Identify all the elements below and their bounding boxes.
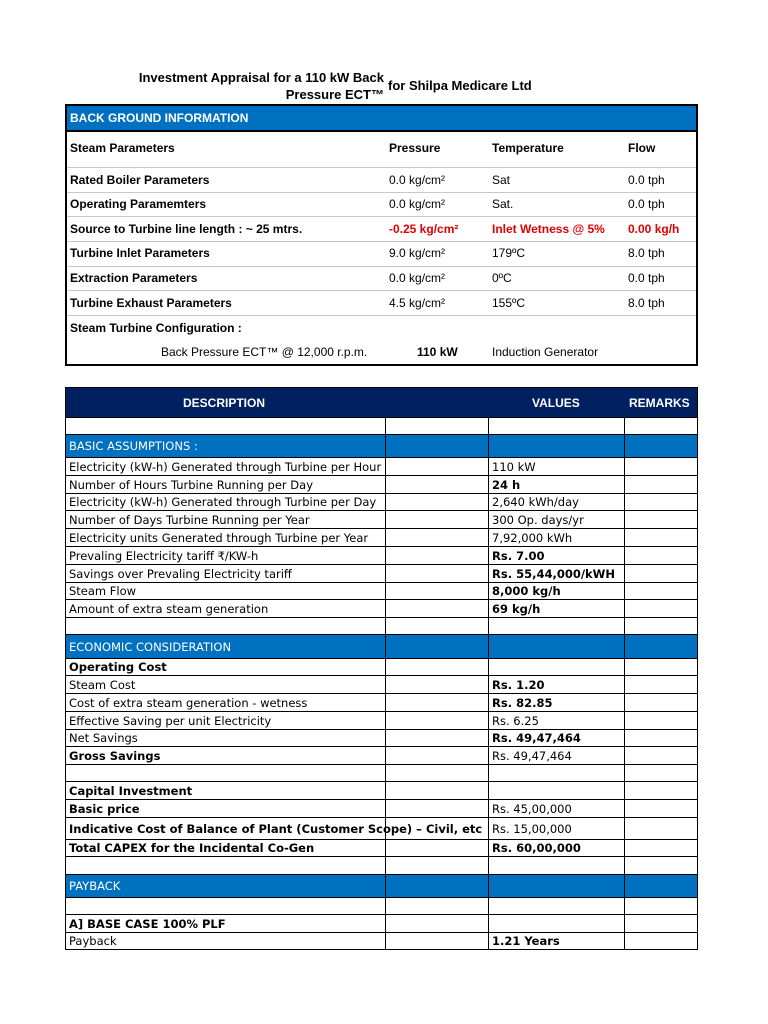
bg-row-configuration-detail — [67, 340, 696, 364]
row-label: Number of Hours Turbine Running per Day — [65, 476, 386, 494]
row-value: Rs. 60,00,000 — [489, 840, 625, 857]
bg-row-temperature: 155ºC — [492, 296, 526, 310]
bg-row-turbine-inlet — [67, 241, 696, 265]
remark-cell — [625, 511, 698, 529]
blank-cell — [386, 618, 489, 635]
section-cell — [625, 435, 698, 458]
bg-row-label: Turbine Inlet Parameters — [70, 246, 210, 260]
blank-cell — [489, 782, 625, 800]
blank-cell — [65, 418, 386, 435]
blank-cell — [386, 583, 489, 600]
section-cell — [386, 875, 489, 898]
col-pressure: Pressure — [389, 141, 441, 155]
remark-cell — [625, 730, 698, 747]
row-label: Savings over Prevaling Electricity tariff — [65, 565, 386, 583]
blank-cell — [386, 800, 489, 818]
table-row — [65, 458, 698, 476]
col-flow: Flow — [628, 141, 656, 155]
row-value: 69 kg/h — [489, 600, 625, 618]
table-row — [65, 800, 698, 818]
blank-cell — [386, 547, 489, 565]
blank-cell — [489, 857, 625, 875]
sheet-header-row — [65, 387, 698, 418]
table-row — [65, 583, 698, 600]
bg-row-flow: 0.0 tph — [628, 173, 665, 187]
bg-row-temperature: 179ºC — [492, 246, 526, 260]
bg-row-temperature: Sat. — [492, 197, 514, 211]
blank-cell — [386, 565, 489, 583]
blank-row — [65, 418, 698, 435]
table-row — [65, 694, 698, 712]
report-title-line2: Pressure ECT™ — [285, 87, 384, 102]
row-value: Rs. 55,44,000/kWH — [489, 565, 625, 583]
blank-cell — [625, 418, 698, 435]
blank-cell — [386, 818, 489, 840]
remark-cell — [625, 583, 698, 600]
blank-cell — [386, 857, 489, 875]
row-value: 110 kW — [489, 458, 625, 476]
table-row — [65, 659, 698, 676]
row-label: Gross Savings — [65, 747, 386, 765]
bg-row-temperature: 0ºC — [492, 271, 512, 285]
report-title — [100, 69, 384, 103]
bg-row-pressure: 0.0 kg/cm² — [389, 271, 446, 285]
blank-cell — [386, 458, 489, 476]
section-cell — [489, 635, 625, 659]
blank-row — [65, 898, 698, 915]
section-economic-consideration — [65, 635, 698, 659]
header-values: VALUES — [532, 396, 580, 410]
row-label: Steam Flow — [65, 583, 386, 600]
blank-row — [65, 857, 698, 875]
blank-cell — [386, 765, 489, 782]
table-row — [65, 529, 698, 547]
section-title: PAYBACK — [65, 875, 386, 898]
remark-cell — [625, 458, 698, 476]
row-label: Operating Cost — [65, 659, 386, 676]
section-cell — [489, 435, 625, 458]
remark-cell — [625, 565, 698, 583]
header-remarks: REMARKS — [629, 396, 690, 410]
blank-cell — [65, 857, 386, 875]
blank-row — [65, 618, 698, 635]
table-row — [65, 511, 698, 529]
bg-row-temperature: Sat — [492, 173, 511, 187]
bg-row-label: Turbine Exhaust Parameters — [70, 296, 232, 310]
blank-row — [65, 765, 698, 782]
blank-cell — [489, 618, 625, 635]
row-label: A] BASE CASE 100% PLF — [65, 915, 386, 933]
bg-row-flow: 0.0 tph — [628, 197, 665, 211]
row-label: Indicative Cost of Balance of Plant (Customer Scope) – Civil, etc — [65, 818, 386, 840]
bg-row-turbine-exhaust — [67, 291, 696, 315]
company-name: for Shilpa Medicare Ltd — [388, 78, 532, 93]
remark-cell — [625, 800, 698, 818]
remark-cell — [625, 915, 698, 933]
blank-cell — [489, 659, 625, 676]
row-value: 7,92,000 kWh — [489, 529, 625, 547]
section-cell — [625, 875, 698, 898]
row-label: Net Savings — [65, 730, 386, 747]
bg-row-flow: 8.0 tph — [628, 246, 665, 260]
blank-cell — [489, 418, 625, 435]
row-label: Electricity units Generated through Turbine per Year — [65, 529, 386, 547]
row-value: 1.21 Years — [489, 933, 625, 950]
table-row — [65, 547, 698, 565]
background-columns-row — [67, 136, 696, 160]
blank-cell — [386, 712, 489, 730]
row-value: Rs. 6.25 — [489, 712, 625, 730]
bg-row-flow: 0.0 tph — [628, 271, 665, 285]
remark-cell — [625, 676, 698, 694]
col-steam-parameters: Steam Parameters — [70, 141, 175, 155]
table-row — [65, 747, 698, 765]
bg-row-label: Operating Paramemters — [70, 197, 207, 211]
config-power: 110 kW — [417, 345, 458, 359]
header-description: DESCRIPTION — [183, 396, 266, 410]
remark-cell — [625, 933, 698, 950]
remark-cell — [625, 818, 698, 840]
row-value: 300 Op. days/yr — [489, 511, 625, 529]
section-cell — [386, 635, 489, 659]
row-value: 2,640 kWh/day — [489, 494, 625, 511]
bg-row-label: Source to Turbine line length : ~ 25 mtrs. — [70, 222, 303, 236]
section-basic-assumptions — [65, 435, 698, 458]
section-cell — [489, 875, 625, 898]
row-value: Rs. 15,00,000 — [489, 818, 625, 840]
remark-cell — [625, 712, 698, 730]
bg-row-pressure: 0.0 kg/cm² — [389, 197, 446, 211]
blank-cell — [386, 494, 489, 511]
config-label: Steam Turbine Configuration : — [70, 321, 242, 335]
remark-cell — [625, 547, 698, 565]
bg-row-pressure: -0.25 kg/cm² — [389, 222, 459, 236]
remark-cell — [625, 747, 698, 765]
section-title: BASIC ASSUMPTIONS : — [65, 435, 386, 458]
table-row — [65, 476, 698, 494]
row-value: 8,000 kg/h — [489, 583, 625, 600]
remark-cell — [625, 494, 698, 511]
row-label: Cost of extra steam generation - wetness — [65, 694, 386, 712]
blank-cell — [386, 915, 489, 933]
config-description: Back Pressure ECT™ @ 12,000 r.p.m. — [161, 345, 368, 359]
table-row — [65, 565, 698, 583]
row-value: Rs. 82.85 — [489, 694, 625, 712]
blank-cell — [625, 618, 698, 635]
row-label: Capital Investment — [65, 782, 386, 800]
blank-cell — [386, 694, 489, 712]
row-value: Rs. 49,47,464 — [489, 730, 625, 747]
table-row — [65, 818, 698, 840]
bg-row-temperature: Inlet Wetness @ 5% — [492, 222, 605, 236]
blank-cell — [386, 747, 489, 765]
bg-row-label: Extraction Parameters — [70, 271, 198, 285]
row-value: Rs. 7.00 — [489, 547, 625, 565]
col-temperature: Temperature — [492, 141, 564, 155]
table-row — [65, 915, 698, 933]
row-label: Prevaling Electricity tariff ₹/KW-h — [65, 547, 386, 565]
row-value: Rs. 49,47,464 — [489, 747, 625, 765]
config-generator: Induction Generator — [492, 345, 599, 359]
bg-row-pressure: 4.5 kg/cm² — [389, 296, 446, 310]
bg-row-pressure: 0.0 kg/cm² — [389, 173, 446, 187]
blank-cell — [386, 840, 489, 857]
row-label: Steam Cost — [65, 676, 386, 694]
bg-row-flow: 0.00 kg/h — [628, 222, 680, 236]
blank-cell — [625, 765, 698, 782]
table-row — [65, 712, 698, 730]
section-cell — [386, 435, 489, 458]
table-row — [65, 600, 698, 618]
blank-cell — [489, 915, 625, 933]
row-label: Basic price — [65, 800, 386, 818]
background-info-header: BACK GROUND INFORMATION — [67, 106, 696, 132]
remark-cell — [625, 659, 698, 676]
table-row — [65, 933, 698, 950]
bg-row-pressure: 9.0 kg/cm² — [389, 246, 446, 260]
section-title: ECONOMIC CONSIDERATION — [65, 635, 386, 659]
row-label: Total CAPEX for the Incidental Co-Gen — [65, 840, 386, 857]
remark-cell — [625, 600, 698, 618]
blank-cell — [489, 898, 625, 915]
blank-cell — [386, 676, 489, 694]
table-row — [65, 782, 698, 800]
blank-cell — [65, 618, 386, 635]
remark-cell — [625, 694, 698, 712]
blank-cell — [65, 765, 386, 782]
blank-cell — [625, 898, 698, 915]
bg-row-flow: 8.0 tph — [628, 296, 665, 310]
bg-row-rated-boiler — [67, 168, 696, 192]
row-value: Rs. 45,00,000 — [489, 800, 625, 818]
remark-cell — [625, 476, 698, 494]
row-value: Rs. 1.20 — [489, 676, 625, 694]
blank-cell — [386, 782, 489, 800]
remark-cell — [625, 529, 698, 547]
bg-row-label: Rated Boiler Parameters — [70, 173, 210, 187]
blank-cell — [386, 476, 489, 494]
bg-row-operating — [67, 192, 696, 216]
section-cell — [625, 635, 698, 659]
table-row — [65, 840, 698, 857]
blank-cell — [386, 600, 489, 618]
row-label: Electricity (kW-h) Generated through Turbine per Day — [65, 494, 386, 511]
background-info-table — [65, 104, 698, 366]
row-label: Electricity (kW-h) Generated through Turbine per Hour — [65, 458, 386, 476]
blank-cell — [625, 857, 698, 875]
row-label: Number of Days Turbine Running per Year — [65, 511, 386, 529]
blank-cell — [386, 730, 489, 747]
bg-row-source-line — [67, 217, 696, 241]
row-label: Payback — [65, 933, 386, 950]
row-label: Amount of extra steam generation — [65, 600, 386, 618]
blank-cell — [386, 933, 489, 950]
remark-cell — [625, 782, 698, 800]
table-row — [65, 730, 698, 747]
blank-cell — [386, 659, 489, 676]
table-row — [65, 676, 698, 694]
row-value: 24 h — [489, 476, 625, 494]
blank-cell — [386, 898, 489, 915]
row-label: Effective Saving per unit Electricity — [65, 712, 386, 730]
blank-cell — [489, 765, 625, 782]
bg-row-extraction — [67, 266, 696, 290]
appraisal-sheet — [65, 387, 698, 950]
bg-row-configuration — [67, 316, 696, 340]
remark-cell — [625, 840, 698, 857]
section-payback — [65, 875, 698, 898]
report-title-line1: Investment Appraisal for a 110 kW Back — [138, 70, 384, 85]
blank-cell — [386, 529, 489, 547]
blank-cell — [386, 418, 489, 435]
blank-cell — [65, 898, 386, 915]
blank-cell — [386, 511, 489, 529]
table-row — [65, 494, 698, 511]
